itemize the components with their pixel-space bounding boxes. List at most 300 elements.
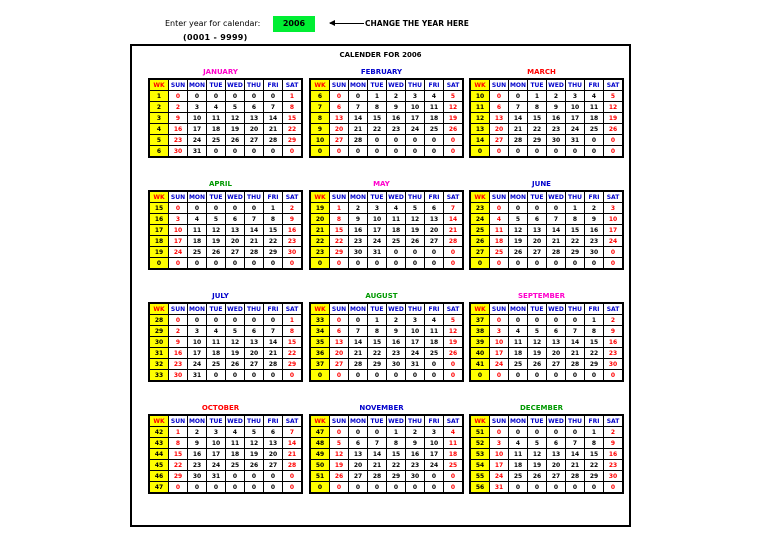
day-cell: 0 bbox=[566, 482, 585, 494]
day-cell: 0 bbox=[528, 370, 547, 382]
day-cell: 22 bbox=[585, 460, 604, 471]
month-january bbox=[148, 66, 299, 158]
day-cell: 0 bbox=[264, 482, 283, 494]
day-cell: 19 bbox=[330, 460, 349, 471]
day-cell: 20 bbox=[245, 348, 264, 359]
week-row bbox=[470, 102, 623, 113]
day-cell: 0 bbox=[585, 135, 604, 146]
week-number-cell: 48 bbox=[310, 438, 330, 449]
week-row bbox=[470, 247, 623, 258]
day-cell: 12 bbox=[226, 337, 245, 348]
day-cell: 27 bbox=[425, 236, 444, 247]
day-cell: 8 bbox=[585, 438, 604, 449]
day-cell: 25 bbox=[444, 460, 464, 471]
week-number-cell: 34 bbox=[310, 326, 330, 337]
week-row bbox=[470, 258, 623, 270]
day-header: SUN bbox=[330, 79, 349, 91]
day-cell: 0 bbox=[226, 471, 245, 482]
day-cell: 6 bbox=[245, 326, 264, 337]
day-cell: 7 bbox=[283, 427, 303, 438]
day-cell: 29 bbox=[283, 359, 303, 370]
day-cell: 23 bbox=[349, 236, 368, 247]
day-cell: 9 bbox=[406, 438, 425, 449]
day-cell: 7 bbox=[509, 102, 528, 113]
day-cell: 16 bbox=[604, 449, 624, 460]
day-cell: 13 bbox=[547, 449, 566, 460]
day-cell: 23 bbox=[604, 348, 624, 359]
day-cell: 9 bbox=[387, 102, 406, 113]
day-cell: 0 bbox=[406, 146, 425, 158]
day-cell: 4 bbox=[387, 203, 406, 214]
day-header: SAT bbox=[444, 79, 464, 91]
day-cell: 0 bbox=[444, 482, 464, 494]
day-header: WED bbox=[387, 79, 406, 91]
day-cell: 7 bbox=[444, 203, 464, 214]
week-row bbox=[470, 482, 623, 494]
day-header: THU bbox=[245, 415, 264, 427]
week-row bbox=[310, 258, 463, 270]
week-number-cell: 0 bbox=[310, 482, 330, 494]
day-cell: 0 bbox=[425, 258, 444, 270]
day-cell: 6 bbox=[547, 438, 566, 449]
day-cell: 0 bbox=[330, 370, 349, 382]
week-number-cell: 0 bbox=[470, 370, 490, 382]
day-cell: 0 bbox=[566, 258, 585, 270]
day-cell: 0 bbox=[349, 91, 368, 102]
month-may bbox=[309, 178, 460, 270]
day-cell: 0 bbox=[188, 315, 207, 326]
day-cell: 0 bbox=[528, 146, 547, 158]
week-row bbox=[310, 214, 463, 225]
week-row bbox=[310, 135, 463, 146]
day-cell: 0 bbox=[425, 135, 444, 146]
week-number-cell: 49 bbox=[310, 449, 330, 460]
week-row bbox=[470, 359, 623, 370]
day-cell: 3 bbox=[188, 326, 207, 337]
day-cell: 2 bbox=[169, 326, 188, 337]
week-row bbox=[149, 460, 302, 471]
day-cell: 18 bbox=[207, 348, 226, 359]
day-cell: 6 bbox=[330, 102, 349, 113]
day-cell: 30 bbox=[349, 247, 368, 258]
week-number-cell: 0 bbox=[310, 146, 330, 158]
day-header: WK bbox=[149, 303, 169, 315]
day-cell: 10 bbox=[490, 449, 509, 460]
day-cell: 30 bbox=[604, 471, 624, 482]
day-header: FRI bbox=[585, 79, 604, 91]
day-cell: 12 bbox=[406, 214, 425, 225]
day-cell: 28 bbox=[547, 247, 566, 258]
day-cell: 4 bbox=[509, 438, 528, 449]
day-cell: 0 bbox=[604, 146, 624, 158]
day-header: THU bbox=[245, 303, 264, 315]
week-number-cell: 56 bbox=[470, 482, 490, 494]
day-cell: 10 bbox=[207, 438, 226, 449]
day-cell: 28 bbox=[368, 471, 387, 482]
day-header: SAT bbox=[604, 303, 624, 315]
day-cell: 15 bbox=[283, 337, 303, 348]
day-cell: 14 bbox=[566, 337, 585, 348]
day-cell: 17 bbox=[604, 225, 624, 236]
day-cell: 0 bbox=[387, 135, 406, 146]
day-cell: 20 bbox=[528, 236, 547, 247]
day-cell: 16 bbox=[188, 449, 207, 460]
calendar-title: CALENDER FOR 2006 bbox=[339, 51, 422, 59]
day-cell: 23 bbox=[387, 124, 406, 135]
day-cell: 26 bbox=[226, 135, 245, 146]
day-cell: 0 bbox=[509, 146, 528, 158]
day-cell: 0 bbox=[245, 471, 264, 482]
day-cell: 25 bbox=[226, 460, 245, 471]
week-row bbox=[310, 359, 463, 370]
day-cell: 10 bbox=[169, 225, 188, 236]
day-cell: 0 bbox=[330, 146, 349, 158]
day-cell: 8 bbox=[264, 214, 283, 225]
day-cell: 29 bbox=[264, 247, 283, 258]
day-cell: 0 bbox=[330, 482, 349, 494]
day-cell: 9 bbox=[188, 438, 207, 449]
day-cell: 7 bbox=[245, 214, 264, 225]
day-cell: 25 bbox=[188, 247, 207, 258]
day-cell: 2 bbox=[387, 91, 406, 102]
day-cell: 7 bbox=[547, 214, 566, 225]
day-header: TUE bbox=[528, 79, 547, 91]
day-cell: 13 bbox=[330, 337, 349, 348]
week-number-cell: 32 bbox=[149, 359, 169, 370]
day-cell: 5 bbox=[226, 326, 245, 337]
day-cell: 9 bbox=[547, 102, 566, 113]
day-cell: 29 bbox=[330, 247, 349, 258]
week-row bbox=[470, 315, 623, 326]
day-cell: 27 bbox=[245, 135, 264, 146]
week-row bbox=[149, 146, 302, 158]
day-cell: 13 bbox=[490, 113, 509, 124]
day-cell: 24 bbox=[406, 348, 425, 359]
day-header: WK bbox=[310, 303, 330, 315]
day-cell: 0 bbox=[444, 135, 464, 146]
day-cell: 19 bbox=[528, 460, 547, 471]
month-grid bbox=[309, 414, 464, 494]
day-cell: 26 bbox=[207, 247, 226, 258]
day-cell: 13 bbox=[226, 225, 245, 236]
day-cell: 0 bbox=[528, 203, 547, 214]
day-header: WK bbox=[310, 79, 330, 91]
day-cell: 16 bbox=[387, 337, 406, 348]
day-cell: 2 bbox=[188, 427, 207, 438]
month-march bbox=[469, 66, 620, 158]
week-row bbox=[470, 460, 623, 471]
day-cell: 3 bbox=[368, 203, 387, 214]
day-cell: 0 bbox=[368, 427, 387, 438]
day-header: TUE bbox=[528, 303, 547, 315]
day-cell: 0 bbox=[226, 258, 245, 270]
day-cell: 23 bbox=[585, 236, 604, 247]
day-cell: 0 bbox=[406, 258, 425, 270]
day-cell: 10 bbox=[368, 214, 387, 225]
day-cell: 0 bbox=[490, 203, 509, 214]
week-number-cell: 0 bbox=[310, 258, 330, 270]
day-cell: 7 bbox=[349, 102, 368, 113]
day-cell: 14 bbox=[547, 225, 566, 236]
month-grid bbox=[469, 190, 624, 270]
day-cell: 18 bbox=[207, 124, 226, 135]
day-cell: 8 bbox=[585, 326, 604, 337]
day-cell: 1 bbox=[368, 315, 387, 326]
day-cell: 0 bbox=[226, 315, 245, 326]
day-cell: 0 bbox=[169, 258, 188, 270]
day-cell: 12 bbox=[444, 326, 464, 337]
day-cell: 20 bbox=[425, 225, 444, 236]
day-header: SUN bbox=[169, 415, 188, 427]
week-row bbox=[470, 427, 623, 438]
day-header: MON bbox=[509, 79, 528, 91]
day-cell: 10 bbox=[406, 326, 425, 337]
day-cell: 27 bbox=[245, 359, 264, 370]
day-cell: 14 bbox=[349, 113, 368, 124]
week-row bbox=[470, 438, 623, 449]
day-cell: 14 bbox=[349, 337, 368, 348]
week-row bbox=[310, 113, 463, 124]
day-cell: 16 bbox=[169, 124, 188, 135]
week-number-cell: 38 bbox=[470, 326, 490, 337]
week-row bbox=[470, 326, 623, 337]
day-header: FRI bbox=[585, 303, 604, 315]
day-cell: 7 bbox=[566, 438, 585, 449]
day-cell: 11 bbox=[425, 326, 444, 337]
day-cell: 12 bbox=[528, 449, 547, 460]
day-cell: 0 bbox=[245, 203, 264, 214]
month-grid bbox=[469, 78, 624, 158]
day-cell: 3 bbox=[169, 214, 188, 225]
week-row bbox=[310, 236, 463, 247]
day-header: FRI bbox=[264, 303, 283, 315]
day-cell: 5 bbox=[444, 91, 464, 102]
day-header: SAT bbox=[283, 191, 303, 203]
week-row bbox=[470, 124, 623, 135]
day-cell: 21 bbox=[509, 124, 528, 135]
day-cell: 0 bbox=[490, 258, 509, 270]
day-cell: 7 bbox=[349, 326, 368, 337]
day-cell: 15 bbox=[368, 113, 387, 124]
day-cell: 13 bbox=[547, 337, 566, 348]
month-november bbox=[309, 402, 460, 494]
day-cell: 1 bbox=[283, 91, 303, 102]
day-cell: 20 bbox=[330, 348, 349, 359]
day-cell: 6 bbox=[425, 203, 444, 214]
day-cell: 0 bbox=[425, 482, 444, 494]
week-row bbox=[149, 102, 302, 113]
day-cell: 4 bbox=[425, 91, 444, 102]
day-cell: 30 bbox=[283, 247, 303, 258]
day-cell: 23 bbox=[169, 359, 188, 370]
week-number-cell: 55 bbox=[470, 471, 490, 482]
day-cell: 30 bbox=[406, 471, 425, 482]
week-number-cell: 13 bbox=[470, 124, 490, 135]
week-number-cell: 40 bbox=[470, 348, 490, 359]
week-row bbox=[310, 471, 463, 482]
day-header: MON bbox=[349, 303, 368, 315]
week-number-cell: 53 bbox=[470, 449, 490, 460]
week-number-cell: 23 bbox=[470, 203, 490, 214]
day-cell: 27 bbox=[490, 135, 509, 146]
day-header: SUN bbox=[490, 79, 509, 91]
day-cell: 22 bbox=[283, 124, 303, 135]
day-cell: 0 bbox=[509, 482, 528, 494]
week-row bbox=[470, 146, 623, 158]
day-header: WED bbox=[226, 79, 245, 91]
day-header-row bbox=[470, 191, 623, 203]
day-header: THU bbox=[406, 191, 425, 203]
day-cell: 0 bbox=[406, 247, 425, 258]
week-row bbox=[310, 438, 463, 449]
day-cell: 27 bbox=[547, 359, 566, 370]
day-header: WK bbox=[470, 303, 490, 315]
day-cell: 26 bbox=[528, 471, 547, 482]
day-cell: 1 bbox=[283, 315, 303, 326]
week-row bbox=[149, 135, 302, 146]
day-cell: 5 bbox=[245, 427, 264, 438]
day-header: SAT bbox=[283, 79, 303, 91]
day-header: WED bbox=[547, 303, 566, 315]
day-cell: 1 bbox=[330, 203, 349, 214]
day-cell: 0 bbox=[425, 471, 444, 482]
day-header: TUE bbox=[368, 79, 387, 91]
day-cell: 8 bbox=[566, 214, 585, 225]
day-cell: 10 bbox=[406, 102, 425, 113]
day-cell: 22 bbox=[368, 348, 387, 359]
week-number-cell: 4 bbox=[149, 124, 169, 135]
day-header: SUN bbox=[330, 415, 349, 427]
day-cell: 20 bbox=[264, 449, 283, 460]
day-header: THU bbox=[406, 79, 425, 91]
week-number-cell: 14 bbox=[470, 135, 490, 146]
day-cell: 5 bbox=[528, 438, 547, 449]
day-cell: 3 bbox=[406, 315, 425, 326]
week-number-cell: 31 bbox=[149, 348, 169, 359]
day-header: SAT bbox=[444, 415, 464, 427]
month-april bbox=[148, 178, 299, 270]
week-number-cell: 28 bbox=[149, 315, 169, 326]
week-row bbox=[310, 102, 463, 113]
day-cell: 5 bbox=[444, 315, 464, 326]
month-grid bbox=[148, 190, 303, 270]
day-cell: 17 bbox=[490, 348, 509, 359]
day-cell: 27 bbox=[349, 471, 368, 482]
day-cell: 28 bbox=[349, 135, 368, 146]
day-cell: 26 bbox=[528, 359, 547, 370]
week-row bbox=[149, 214, 302, 225]
day-cell: 0 bbox=[585, 258, 604, 270]
day-cell: 17 bbox=[188, 348, 207, 359]
week-row bbox=[470, 113, 623, 124]
day-cell: 27 bbox=[226, 247, 245, 258]
day-cell: 0 bbox=[490, 315, 509, 326]
week-row bbox=[310, 124, 463, 135]
week-row bbox=[149, 427, 302, 438]
day-cell: 0 bbox=[283, 258, 303, 270]
day-cell: 26 bbox=[245, 460, 264, 471]
day-cell: 11 bbox=[509, 337, 528, 348]
week-number-cell: 3 bbox=[149, 113, 169, 124]
day-cell: 17 bbox=[490, 460, 509, 471]
day-header: WED bbox=[226, 415, 245, 427]
day-cell: 0 bbox=[566, 146, 585, 158]
day-cell: 0 bbox=[207, 315, 226, 326]
day-cell: 25 bbox=[207, 135, 226, 146]
day-header: FRI bbox=[585, 191, 604, 203]
week-number-cell: 33 bbox=[149, 370, 169, 382]
day-header: THU bbox=[566, 79, 585, 91]
week-row bbox=[149, 258, 302, 270]
day-cell: 19 bbox=[207, 236, 226, 247]
day-cell: 15 bbox=[330, 225, 349, 236]
day-cell: 19 bbox=[444, 113, 464, 124]
week-number-cell: 54 bbox=[470, 460, 490, 471]
day-cell: 24 bbox=[406, 124, 425, 135]
day-cell: 0 bbox=[330, 91, 349, 102]
week-number-cell: 19 bbox=[310, 203, 330, 214]
day-cell: 17 bbox=[188, 124, 207, 135]
day-cell: 21 bbox=[245, 236, 264, 247]
day-cell: 15 bbox=[283, 113, 303, 124]
day-header-row bbox=[310, 303, 463, 315]
day-cell: 4 bbox=[188, 214, 207, 225]
week-number-cell: 22 bbox=[310, 236, 330, 247]
day-cell: 21 bbox=[264, 124, 283, 135]
day-cell: 2 bbox=[547, 91, 566, 102]
day-cell: 13 bbox=[245, 337, 264, 348]
year-input[interactable]: 2006 bbox=[273, 16, 315, 32]
day-cell: 10 bbox=[490, 337, 509, 348]
day-cell: 2 bbox=[585, 203, 604, 214]
day-cell: 0 bbox=[566, 427, 585, 438]
week-number-cell: 43 bbox=[149, 438, 169, 449]
day-cell: 0 bbox=[264, 258, 283, 270]
day-cell: 0 bbox=[207, 370, 226, 382]
day-cell: 0 bbox=[226, 370, 245, 382]
day-cell: 2 bbox=[387, 315, 406, 326]
day-cell: 4 bbox=[444, 427, 464, 438]
day-cell: 30 bbox=[169, 146, 188, 158]
day-cell: 28 bbox=[264, 135, 283, 146]
day-cell: 0 bbox=[207, 146, 226, 158]
week-number-cell: 39 bbox=[470, 337, 490, 348]
day-header-row bbox=[310, 191, 463, 203]
day-header: TUE bbox=[368, 303, 387, 315]
month-name: DECEMBER bbox=[520, 404, 563, 412]
day-cell: 14 bbox=[264, 337, 283, 348]
week-row bbox=[149, 348, 302, 359]
day-cell: 0 bbox=[585, 370, 604, 382]
day-cell: 23 bbox=[169, 135, 188, 146]
day-cell: 0 bbox=[604, 247, 624, 258]
day-cell: 26 bbox=[444, 124, 464, 135]
day-cell: 6 bbox=[226, 214, 245, 225]
week-number-cell: 18 bbox=[149, 236, 169, 247]
day-cell: 8 bbox=[368, 326, 387, 337]
day-cell: 17 bbox=[425, 449, 444, 460]
day-cell: 2 bbox=[349, 203, 368, 214]
week-number-cell: 0 bbox=[149, 258, 169, 270]
week-number-cell: 44 bbox=[149, 449, 169, 460]
day-header: SUN bbox=[330, 191, 349, 203]
week-number-cell: 27 bbox=[470, 247, 490, 258]
week-row bbox=[470, 370, 623, 382]
day-cell: 25 bbox=[509, 359, 528, 370]
day-cell: 24 bbox=[169, 247, 188, 258]
week-number-cell: 21 bbox=[310, 225, 330, 236]
day-cell: 0 bbox=[604, 370, 624, 382]
